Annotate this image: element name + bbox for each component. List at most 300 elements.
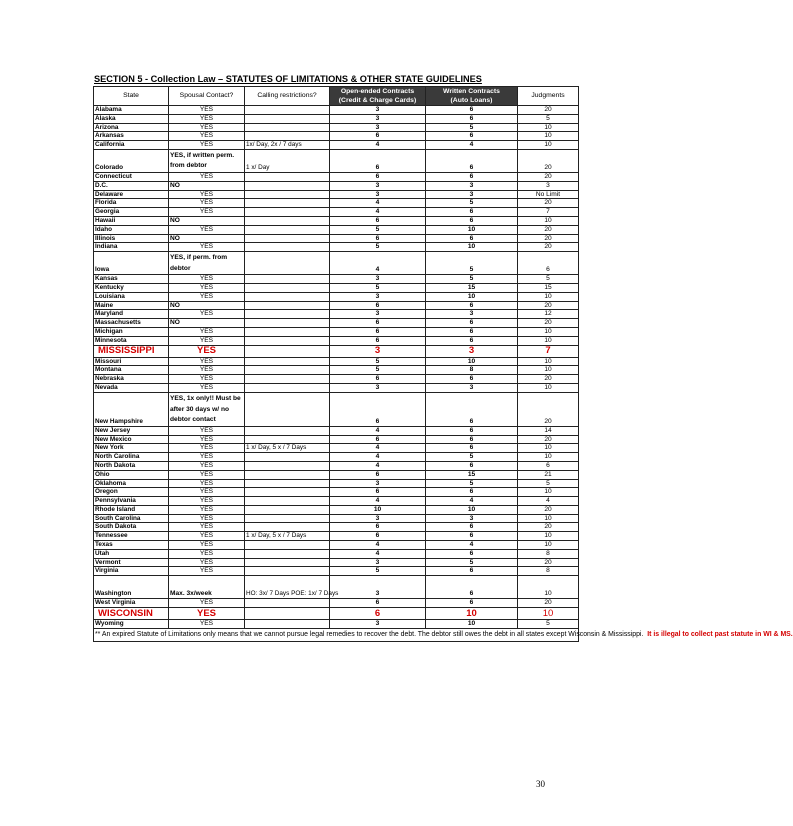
calling-restrictions-cell [245,172,330,181]
spousal-contact-cell: YES [169,497,245,506]
table-row [94,497,579,506]
judgments-years-cell: 10 [518,488,579,497]
open-ended-years-cell: 6 [330,435,426,444]
page-number: 30 [536,779,545,789]
calling-restrictions-cell [245,366,330,375]
judgments-years-cell: 20 [518,392,579,426]
state-cell: Wyoming [94,620,169,629]
judgments-years-cell: 10 [518,123,579,132]
state-cell: Nevada [94,383,169,392]
open-ended-years-cell: 3 [330,383,426,392]
open-ended-years-cell: 6 [330,319,426,328]
open-ended-years-cell: 4 [330,444,426,453]
spousal-contact-cell: YES [169,505,245,514]
state-cell: New York [94,444,169,453]
judgments-years-cell: 20 [518,435,579,444]
table-row [94,292,579,301]
state-cell: Iowa [94,252,169,275]
calling-restrictions-cell [245,392,330,426]
open-ended-years-cell: 3 [330,576,426,599]
spousal-contact-cell: YES [169,199,245,208]
spousal-contact-cell: YES [169,172,245,181]
footnote-text: ** An expired Statute of Limitations only means that we cannot pursue legal remedies to recover the debt. The debtor still owes the debt in all states except Wisconsin & Mississippi. [95,630,644,638]
table-row [94,327,579,336]
judgments-years-cell: 10 [518,383,579,392]
table-row [94,336,579,345]
judgments-years-cell: 10 [518,357,579,366]
table-row [94,275,579,284]
written-contract-years-cell: 5 [426,252,518,275]
judgments-years-cell: 10 [518,576,579,599]
calling-restrictions-cell [245,275,330,284]
header-written-line1: Written Contracts [443,88,500,95]
table-row [94,479,579,488]
table-row [94,366,579,375]
spousal-contact-cell: YES [169,327,245,336]
written-contract-years-cell: 5 [426,123,518,132]
written-contract-years-cell: 6 [426,319,518,328]
judgments-years-cell: 20 [518,149,579,172]
written-contract-years-cell: 6 [426,599,518,608]
open-ended-years-cell: 6 [330,132,426,141]
state-cell: Washington [94,576,169,599]
state-cell: Kansas [94,275,169,284]
spousal-contact-cell: YES [169,549,245,558]
calling-restrictions-cell [245,620,330,629]
header-spousal: Spousal Contact? [169,87,245,106]
calling-restrictions-cell [245,357,330,366]
written-contract-years-cell: 10 [426,243,518,252]
written-contract-years-cell: 4 [426,141,518,150]
calling-restrictions-cell [245,558,330,567]
table-row [94,172,579,181]
open-ended-years-cell: 6 [330,149,426,172]
judgments-years-cell: 20 [518,558,579,567]
calling-restrictions-cell [245,199,330,208]
judgments-years-cell: 5 [518,275,579,284]
table-row [94,283,579,292]
state-cell: Indiana [94,243,169,252]
state-cell: Idaho [94,225,169,234]
open-ended-years-cell: 6 [330,327,426,336]
written-contract-years-cell: 6 [426,523,518,532]
state-cell: D.C. [94,181,169,190]
table-row [94,301,579,310]
table-row [94,576,579,599]
written-contract-years-cell: 3 [426,181,518,190]
table-row [94,310,579,319]
judgments-years-cell: 14 [518,426,579,435]
spousal-contact-cell: YES, if written perm. from debtor [169,149,245,172]
written-contract-years-cell: 6 [426,488,518,497]
calling-restrictions-cell [245,234,330,243]
open-ended-years-cell: 4 [330,497,426,506]
judgments-years-cell: 6 [518,252,579,275]
spousal-contact-cell: YES [169,114,245,123]
open-ended-years-cell: 4 [330,426,426,435]
calling-restrictions-cell: 1x/ Day, 2x / 7 days [245,141,330,150]
written-contract-years-cell: 6 [426,435,518,444]
spousal-contact-cell: YES [169,470,245,479]
state-cell: Nebraska [94,375,169,384]
open-ended-years-cell: 4 [330,453,426,462]
table-row [94,599,579,608]
spousal-contact-cell: YES [169,375,245,384]
state-cell: Vermont [94,558,169,567]
judgments-years-cell: 3 [518,181,579,190]
state-cell: South Dakota [94,523,169,532]
written-contract-years-cell: 6 [426,336,518,345]
judgments-years-cell: 15 [518,283,579,292]
table-row [94,608,579,620]
written-contract-years-cell: 8 [426,366,518,375]
open-ended-years-cell: 4 [330,141,426,150]
open-ended-years-cell: 3 [330,275,426,284]
judgments-years-cell: 10 [518,366,579,375]
open-ended-years-cell: 6 [330,599,426,608]
calling-restrictions-cell [245,336,330,345]
spousal-contact-cell: YES [169,208,245,217]
spousal-contact-cell: YES [169,292,245,301]
spousal-contact-cell: YES [169,243,245,252]
state-cell: Maryland [94,310,169,319]
calling-restrictions-cell [245,375,330,384]
spousal-contact-cell: YES [169,567,245,576]
spousal-contact-cell: YES [169,558,245,567]
written-contract-years-cell: 10 [426,620,518,629]
state-cell: Alaska [94,114,169,123]
judgments-years-cell: 10 [518,336,579,345]
open-ended-years-cell: 3 [330,181,426,190]
header-open-ended-line2: (Credit & Charge Cards) [338,97,417,104]
open-ended-years-cell: 3 [330,114,426,123]
judgments-years-cell: 10 [518,132,579,141]
written-contract-years-cell: 6 [426,392,518,426]
written-contract-years-cell: 6 [426,375,518,384]
calling-restrictions-cell [245,488,330,497]
table-row [94,345,579,357]
open-ended-years-cell: 4 [330,541,426,550]
judgments-years-cell: 7 [518,208,579,217]
written-contract-years-cell: 6 [426,208,518,217]
written-contract-years-cell: 3 [426,310,518,319]
calling-restrictions-cell [245,319,330,328]
table-row [94,114,579,123]
state-cell: WISCONSIN [94,608,169,620]
calling-restrictions-cell [245,567,330,576]
written-contract-years-cell: 5 [426,558,518,567]
written-contract-years-cell: 10 [426,608,518,620]
state-cell: Kentucky [94,283,169,292]
state-cell: Delaware [94,190,169,199]
state-cell: Oklahoma [94,479,169,488]
written-contract-years-cell: 6 [426,172,518,181]
calling-restrictions-cell [245,283,330,292]
open-ended-years-cell: 6 [330,234,426,243]
calling-restrictions-cell [245,549,330,558]
spousal-contact-cell: YES [169,620,245,629]
open-ended-years-cell: 5 [330,567,426,576]
written-contract-years-cell: 10 [426,292,518,301]
written-contract-years-cell: 10 [426,505,518,514]
table-row [94,549,579,558]
judgments-years-cell: 20 [518,199,579,208]
table-row [94,488,579,497]
state-cell: MISSISSIPPI [94,345,169,357]
judgments-years-cell: 10 [518,141,579,150]
open-ended-years-cell: 3 [330,310,426,319]
table-row [94,444,579,453]
open-ended-years-cell: 6 [330,375,426,384]
spousal-contact-cell: YES [169,225,245,234]
open-ended-years-cell: 3 [330,190,426,199]
judgments-years-cell: 10 [518,514,579,523]
written-contract-years-cell: 6 [426,549,518,558]
written-contract-years-cell: 6 [426,149,518,172]
calling-restrictions-cell [245,453,330,462]
table-row [94,426,579,435]
table-row [94,216,579,225]
written-contract-years-cell: 15 [426,283,518,292]
open-ended-years-cell: 5 [330,283,426,292]
state-cell: Georgia [94,208,169,217]
state-cell: South Carolina [94,514,169,523]
written-contract-years-cell: 15 [426,470,518,479]
footnote-row [94,628,579,641]
judgments-years-cell: 8 [518,567,579,576]
judgments-years-cell: 20 [518,243,579,252]
table-row [94,252,579,275]
written-contract-years-cell: 10 [426,225,518,234]
written-contract-years-cell: 3 [426,190,518,199]
open-ended-years-cell: 3 [330,292,426,301]
spousal-contact-cell: YES [169,435,245,444]
written-contract-years-cell: 6 [426,576,518,599]
open-ended-years-cell: 6 [330,172,426,181]
table-row [94,514,579,523]
calling-restrictions-cell [245,514,330,523]
state-cell: Illinois [94,234,169,243]
footnote [94,628,793,641]
spousal-contact-cell: YES, if perm. from debtor [169,252,245,275]
spousal-contact-cell: YES [169,345,245,357]
judgments-years-cell: 20 [518,225,579,234]
state-cell: Alabama [94,106,169,115]
table-row [94,199,579,208]
state-cell: New Mexico [94,435,169,444]
written-contract-years-cell: 5 [426,275,518,284]
calling-restrictions-cell [245,523,330,532]
calling-restrictions-cell [245,599,330,608]
state-cell: North Carolina [94,453,169,462]
judgments-years-cell: 10 [518,608,579,620]
table-row [94,319,579,328]
spousal-contact-cell: YES [169,132,245,141]
table-row [94,149,579,172]
state-cell: California [94,141,169,150]
open-ended-years-cell: 6 [330,523,426,532]
judgments-years-cell: 7 [518,345,579,357]
spousal-contact-cell: YES [169,488,245,497]
state-cell: Ohio [94,470,169,479]
header-judgments: Judgments [518,87,579,106]
calling-restrictions-cell [245,426,330,435]
open-ended-years-cell: 3 [330,479,426,488]
calling-restrictions-cell [245,345,330,357]
judgments-years-cell: 20 [518,234,579,243]
open-ended-years-cell: 6 [330,608,426,620]
judgments-years-cell: 12 [518,310,579,319]
spousal-contact-cell: YES, 1x only!! Must be after 30 days w/ no debtor contact [169,392,245,426]
written-contract-years-cell: 3 [426,383,518,392]
state-cell: Florida [94,199,169,208]
table-row [94,234,579,243]
open-ended-years-cell: 3 [330,514,426,523]
judgments-years-cell: No Limit [518,190,579,199]
calling-restrictions-cell [245,541,330,550]
table-row [94,470,579,479]
spousal-contact-cell: YES [169,366,245,375]
table-row [94,461,579,470]
judgments-years-cell: 5 [518,620,579,629]
written-contract-years-cell: 6 [426,426,518,435]
calling-restrictions-cell [245,461,330,470]
calling-restrictions-cell [245,608,330,620]
header-open-ended-line1: Open-ended Contracts [340,88,415,95]
table-row [94,190,579,199]
calling-restrictions-cell [245,327,330,336]
state-cell: Texas [94,541,169,550]
judgments-years-cell: 10 [518,292,579,301]
calling-restrictions-cell [245,181,330,190]
written-contract-years-cell: 6 [426,114,518,123]
written-contract-years-cell: 5 [426,479,518,488]
calling-restrictions-cell [245,435,330,444]
table-row [94,375,579,384]
written-contract-years-cell: 6 [426,327,518,336]
calling-restrictions-cell [245,292,330,301]
judgments-years-cell: 6 [518,461,579,470]
open-ended-years-cell: 4 [330,549,426,558]
state-cell: West Virginia [94,599,169,608]
open-ended-years-cell: 10 [330,505,426,514]
table-row [94,123,579,132]
spousal-contact-cell: YES [169,123,245,132]
spousal-contact-cell: YES [169,453,245,462]
spousal-contact-cell: NO [169,234,245,243]
spousal-contact-cell: YES [169,275,245,284]
calling-restrictions-cell: 1 x/ Day, 5 x / 7 Days [245,532,330,541]
state-cell: Pennsylvania [94,497,169,506]
open-ended-years-cell: 3 [330,123,426,132]
spousal-contact-cell: YES [169,106,245,115]
table-row [94,141,579,150]
calling-restrictions-cell [245,225,330,234]
spousal-contact-cell: YES [169,479,245,488]
judgments-years-cell: 8 [518,549,579,558]
state-cell: Hawaii [94,216,169,225]
table-row [94,392,579,426]
open-ended-years-cell: 6 [330,336,426,345]
table-row [94,132,579,141]
table-row [94,225,579,234]
header-state: State [94,87,169,106]
open-ended-years-cell: 6 [330,216,426,225]
state-cell: Massachusetts [94,319,169,328]
section-title: SECTION 5 - Collection Law – STATUTES OF LIMITATIONS & OTHER STATE GUIDELINES [94,74,482,84]
spousal-contact-cell: YES [169,461,245,470]
judgments-years-cell: 20 [518,106,579,115]
open-ended-years-cell: 4 [330,461,426,470]
table-header-row [94,87,579,106]
judgments-years-cell: 20 [518,523,579,532]
written-contract-years-cell: 6 [426,234,518,243]
table-row [94,453,579,462]
table-row [94,541,579,550]
calling-restrictions-cell: HO: 3x/ 7 Days POE: 1x/ 7 Days [245,576,330,599]
judgments-years-cell: 20 [518,505,579,514]
state-cell: Utah [94,549,169,558]
written-contract-years-cell: 5 [426,453,518,462]
header-open-ended [330,87,426,106]
open-ended-years-cell: 3 [330,106,426,115]
judgments-years-cell: 10 [518,444,579,453]
table-row [94,243,579,252]
state-cell: Arizona [94,123,169,132]
open-ended-years-cell: 6 [330,392,426,426]
written-contract-years-cell: 6 [426,567,518,576]
written-contract-years-cell: 4 [426,497,518,506]
judgments-years-cell: 20 [518,319,579,328]
footnote-warning: It is illegal to collect past statute in WI & MS. [647,630,793,638]
open-ended-years-cell: 6 [330,301,426,310]
open-ended-years-cell: 6 [330,488,426,497]
spousal-contact-cell: YES [169,514,245,523]
header-written-line2: (Auto Loans) [450,97,493,104]
open-ended-years-cell: 5 [330,366,426,375]
state-cell: North Dakota [94,461,169,470]
spousal-contact-cell: YES [169,141,245,150]
open-ended-years-cell: 3 [330,558,426,567]
table-row [94,357,579,366]
spousal-contact-cell: YES [169,541,245,550]
calling-restrictions-cell [245,383,330,392]
table-row [94,558,579,567]
judgments-years-cell: 10 [518,453,579,462]
judgments-years-cell: 10 [518,216,579,225]
spousal-contact-cell: YES [169,532,245,541]
table-row [94,435,579,444]
judgments-years-cell: 10 [518,541,579,550]
state-cell: Colorado [94,149,169,172]
calling-restrictions-cell [245,132,330,141]
header-written [426,87,518,106]
table-row [94,532,579,541]
open-ended-years-cell: 5 [330,243,426,252]
calling-restrictions-cell [245,505,330,514]
table-row [94,208,579,217]
table-row [94,383,579,392]
judgments-years-cell: 10 [518,532,579,541]
spousal-contact-cell: YES [169,426,245,435]
spousal-contact-cell: YES [169,357,245,366]
spousal-contact-cell: YES [169,383,245,392]
open-ended-years-cell: 6 [330,470,426,479]
open-ended-years-cell: 5 [330,357,426,366]
calling-restrictions-cell [245,310,330,319]
written-contract-years-cell: 3 [426,345,518,357]
state-cell: Missouri [94,357,169,366]
